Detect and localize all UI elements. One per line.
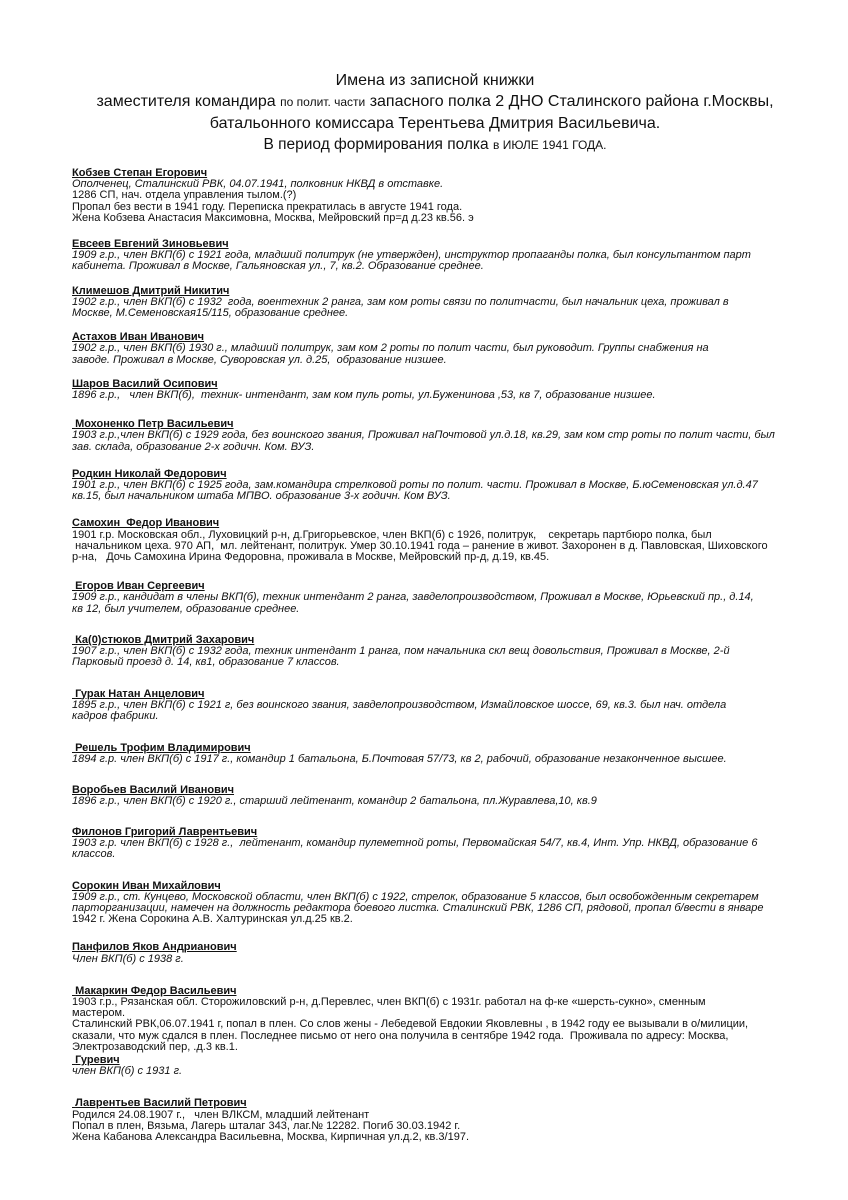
entry [72, 881, 788, 926]
entry [72, 168, 788, 224]
entry-detail-line: заводе. Проживал в Москве, Суворовская ул. д.25, образование низшее. [72, 353, 447, 366]
entry-detail-line: 1286 СП, нач. отдела управления тылом.(?) [72, 189, 297, 202]
entry-name: Воробьев Василий Иванович [72, 783, 235, 796]
entry-detail-line: 1896 г.р., член ВКП(б), техник- интендант, зам ком пуль роты, ул.Буженинова ,53, кв 7, образование низшее. [72, 389, 656, 402]
entry-detail-line: кабинета. Проживал в Москве, Гальяновская ул., 7, кв.2. Образование среднее. [72, 260, 484, 273]
entry [72, 379, 788, 401]
entry-detail-line: 1909 г.р., ст. Кунцево, Московской области, член ВКП(б) с 1922, стрелок, образование 5 классов, был освобожденным секретарем [72, 890, 759, 903]
entry-detail-line: Родился 24.08.1907 г., член ВЛКСМ, младший лейтенант [72, 1108, 370, 1121]
document-header [70, 70, 800, 156]
entry [72, 986, 788, 1053]
entry-detail-line: 1942 г. Жена Сорокина А.В. Халтуринская ул.д.25 кв.2. [72, 913, 353, 926]
entry-detail-line: 1903 г.р., Рязанская обл. Сторожиловский р-н, д.Перевлес, член ВКП(б) с 1931г. работал на ф-ке «шерсть-сукно», сменным [72, 995, 706, 1008]
entry-detail-line: 1894 г.р. член ВКП(б) с 1917 г., командир 1 батальона, Б.Почтовая 57/73, кв 2, рабочий, образование незаконченное высшее. [72, 753, 727, 766]
entry-detail-line: Пропал без вести в 1941 году. Переписка прекратилась в августе 1941 года. [72, 200, 463, 213]
entry-detail-line: Москве, М.Семеновская15/115, образование среднее. [72, 307, 349, 320]
entry-name: Решель Трофим Владимирович [72, 742, 251, 755]
header-line-1: Имена из записной книжки [335, 72, 535, 89]
header-line-4b: в ИЮЛЕ 1941 ГОДА. [492, 138, 607, 152]
entry-detail-line: Электрозаводский пер, .д.3 кв.1. [72, 1040, 238, 1053]
entry-detail-line: кв.15, был начальником штаба МПВО. образование 3-х годичн. Ком ВУЗ. [72, 490, 451, 503]
entry-detail-line: 1909 г.р., кандидат в члены ВКП(б), техник интендант 2 ранга, завделопроизводством, Проживал в Москве, Юрьевский пр., д.14, [72, 591, 754, 604]
entry-detail-line: член ВКП(б) с 1931 г. [72, 1065, 183, 1078]
header-line-4 [70, 134, 800, 156]
entry-name: Филонов Григорий Лаврентьевич [72, 825, 258, 838]
entry [72, 286, 788, 320]
entry-name: Самохин Федор Иванович [72, 517, 220, 530]
entry-detail-line: кв 12, был учителем, образование среднее. [72, 602, 300, 615]
entry-name: Астахов Иван Иванович [72, 331, 205, 344]
entry-detail-line: Парковый проезд д. 14, кв1, образование 7 классов. [72, 656, 340, 669]
entry-name: Макаркин Федор Васильевич [72, 984, 237, 997]
entry [72, 419, 788, 453]
entry-detail-line: парторганизации, намечен на должность редактора боевого листка. Сталинский РВК, 1286 СП, рядовой, пропал б/вести в январе [72, 901, 764, 914]
entry-detail-line: классов. [72, 848, 116, 861]
entry-detail-line: сказали, что муж сдался в плен. Последнее письмо от него она получила в сентябре 1942 года. Проживала по адресу: Москва, [72, 1029, 729, 1042]
entry-name: Гурак Натан Анцелович [72, 687, 205, 700]
entry-detail-line: Ополченец, Сталинский РВК, 04.07.1941, полковник НКВД в отставке. [72, 178, 444, 191]
entry [72, 469, 788, 503]
entry [72, 942, 788, 964]
entry-name: Родкин Николай Федорович [72, 467, 227, 480]
header-line-2 [70, 91, 800, 113]
header-line-4a: В период формирования полка [263, 136, 489, 153]
entry-detail-line: 1909 г.р., член ВКП(б) с 1921 года, младший политрук (не утвержден), инструктор пропаганды полка, был консультантом парт [72, 249, 751, 262]
entry-name: Кобзев Степан Егорович [72, 167, 208, 179]
entry-detail-line: Жена Кабанова Александра Васильевна, Москва, Кирпичная ул.д.2, кв.3/197. [72, 1130, 469, 1143]
entry [72, 689, 788, 723]
entry-detail-line: 1901 г.р., член ВКП(б) с 1925 года, зам.командира стрелковой роты по полит. части. Проживал в Москве, Б.юСеменовская ул.д.47 [72, 479, 758, 492]
entry-detail-line: Жена Кобзева Анастасия Максимовна, Москва, Мейровский пр=д д.23 кв.56. э [72, 211, 474, 224]
header-line-2b: по полит. части [280, 95, 366, 109]
entry-detail-line: 1896 г.р., член ВКП(б) с 1920 г., старший лейтенант, командир 2 батальона, пл.Журавлева,10, кв.9 [72, 794, 597, 807]
entry-name: Евсеев Евгений Зиновьевич [72, 238, 229, 251]
entry-name: Шаров Василий Осипович [72, 377, 218, 390]
entry-detail-line: Член ВКП(б) с 1938 г. [72, 952, 184, 965]
entry-detail-line: 1895 г.р., член ВКП(б) с 1921 г, без воинского звания, завделопроизводством, Измайловское шоссе, 69, кв.3. был нач. отдела [72, 698, 727, 711]
entry-name: Сорокин Иван Михайлович [72, 879, 221, 892]
entry-name: Мохоненко Петр Васильевич [72, 418, 234, 431]
entry-detail-line: мастером. [72, 1007, 126, 1020]
entry-detail-line: Попал в плен, Вязьма, Лагерь шталаг 343, лаг.№ 12282. Погиб 30.03.1942 г. [72, 1119, 461, 1132]
entry-detail-line: Сталинский РВК,06.07.1941 г, попал в плен. Со слов жены - Лебедевой Евдокии Яковлевны , в 1942 году ее вызывали в о/милиции, [72, 1018, 749, 1031]
entry-detail-line: кадров фабрики. [72, 709, 159, 722]
entry-name: Панфилов Яков Андрианович [72, 941, 237, 954]
entry-name: Егоров Иван Сергеевич [72, 580, 205, 593]
entry [72, 635, 788, 669]
entry [72, 239, 788, 273]
entry-detail-line: зав. склада, образование 2-х годичн. Ком. ВУЗ. [72, 440, 315, 453]
entry-detail-line: начальником цеха. 970 АП, мл. лейтенант, политрук. Умер 30.10.1941 года – ранение в живот. Захоронен в д. Павловская, Шиховского [72, 539, 768, 552]
entry-detail-line: 1903 г.р. член ВКП(б) с 1928 г., лейтенант, командир пулеметной роты, Первомайская 54/7, кв.4, Инт. Упр. НКВД, образование 6 [72, 837, 758, 850]
entry [72, 743, 788, 765]
entries-list [72, 168, 788, 1143]
entry-detail-line: 1901 г.р. Московская обл., Луховицкий р-н, д.Григорьевское, член ВКП(б) с 1926, политрук, секретарь партбюро полка, был [72, 528, 712, 541]
entry [72, 827, 788, 861]
entry-name: Ка(0)стюков Дмитрий Захарович [72, 633, 255, 646]
entry-detail-line: 1902 г.р., член ВКП(б) с 1932 года, воентехник 2 ранга, зам ком роты связи по политчасти, был начальник цеха, проживал в [72, 295, 729, 308]
entry-detail-line: 1903 г.р.,член ВКП(б) с 1929 года, без воинского звания, Проживал наПочтовой ул.д.18, кв.29, зам ком стр роты по полит части, был [72, 429, 775, 442]
entry [72, 785, 788, 807]
entry-name: Климешов Дмитрий Никитич [72, 284, 230, 297]
entry-name: Лаврентьев Василий Петрович [72, 1097, 247, 1110]
header-line-2a: заместителя командира [96, 93, 276, 110]
entry-detail-line: р-на, Дочь Самохина Ирина Федоровна, проживала в Москве, Мейровский пр-д, д.19, кв.45. [72, 551, 550, 564]
header-line-3: батальонного комиссара Терентьева Дмитрия Васильевича. [209, 115, 661, 132]
entry-detail-line: 1902 г.р., член ВКП(б) 1930 г., младший политрук, зам ком 2 роты по полит части, был руководит. Группы снабжения на [72, 342, 709, 355]
entry-name: Гуревич [72, 1053, 120, 1066]
entry [72, 581, 788, 615]
entry [72, 1055, 788, 1077]
header-line-2c: запасного полка 2 ДНО Сталинского района г.Москвы, [369, 93, 774, 110]
entry [72, 332, 788, 366]
entry [72, 518, 788, 563]
entry-detail-line: 1907 г.р., член ВКП(б) с 1932 года, техник интендант 1 ранга, пом начальника скл вещ довольствия, Проживал в Москве, 2-й [72, 645, 730, 658]
entry [72, 1098, 788, 1143]
